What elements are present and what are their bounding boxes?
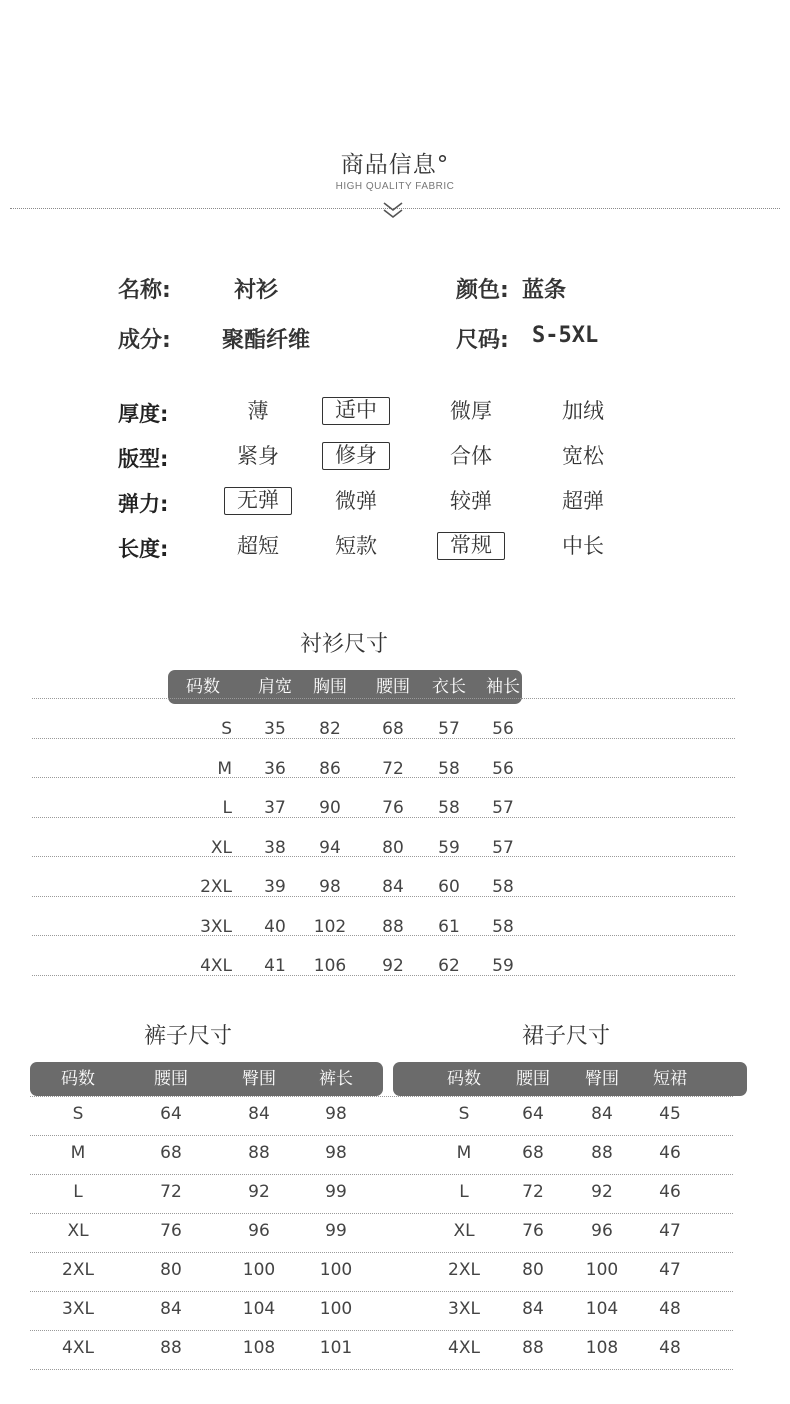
table-cell: 58	[492, 916, 514, 937]
table-cell-size: M	[217, 758, 232, 779]
table-cell: 98	[319, 877, 341, 897]
row-divider	[30, 1135, 733, 1136]
table-cell: 47	[659, 1221, 681, 1241]
table-cell: 58	[438, 798, 460, 818]
table-cell: 82	[319, 719, 341, 739]
table-cell-size: 4XL	[62, 1338, 94, 1358]
table-header-cell: 腰围	[516, 1069, 550, 1089]
table-cell-size: 4XL	[448, 1338, 480, 1358]
attribute-option: 超弹	[562, 489, 604, 513]
attribute-option: 加绒	[562, 399, 604, 423]
table-cell: 88	[522, 1338, 544, 1358]
table-cell: 96	[591, 1221, 613, 1241]
table-cell: 59	[438, 837, 460, 858]
row-divider	[32, 935, 735, 936]
row-divider	[30, 1174, 733, 1175]
table-cell: 88	[160, 1338, 182, 1358]
table-cell: 56	[492, 758, 514, 779]
attribute-label: 长度:	[118, 537, 169, 561]
color-value: 蓝条	[522, 278, 567, 303]
table-cell: 88	[382, 916, 404, 937]
color-label: 颜色:	[456, 278, 509, 303]
attribute-option-selected: 修身	[322, 442, 390, 470]
table-cell: 88	[248, 1143, 270, 1163]
table-header-cell: 袖长	[486, 677, 520, 697]
table-cell: 92	[248, 1182, 270, 1202]
table-cell: 76	[522, 1221, 544, 1241]
table-cell: 40	[264, 916, 286, 937]
attribute-option-selected: 无弹	[224, 487, 292, 515]
table-header-cell: 码数	[61, 1069, 95, 1089]
row-divider	[30, 1096, 733, 1097]
table-cell-size: M	[456, 1143, 472, 1163]
table-cell: 36	[264, 758, 286, 779]
table-cell-size: S	[458, 1104, 470, 1124]
table-cell: 84	[382, 877, 404, 897]
attribute-option: 紧身	[237, 444, 279, 468]
table-header-cell: 臀围	[585, 1069, 619, 1089]
row-divider	[30, 1369, 733, 1370]
table-cell: 102	[313, 916, 347, 937]
table-cell: 104	[242, 1299, 276, 1319]
attribute-option: 宽松	[562, 444, 604, 468]
table-cell: 100	[242, 1260, 276, 1280]
attribute-option: 微弹	[335, 489, 377, 513]
page-title: 商品信息°	[340, 152, 450, 178]
row-divider	[32, 817, 735, 818]
table-title: 裙子尺寸	[521, 1024, 610, 1049]
table-cell-size: 3XL	[200, 916, 232, 937]
table-cell-size: L	[73, 1182, 83, 1202]
table-cell: 100	[319, 1260, 353, 1280]
table-cell: 58	[492, 877, 514, 897]
name-value: 衬衫	[234, 278, 279, 303]
size-value: S-5XL	[532, 323, 599, 348]
material-value: 聚酯纤维	[222, 328, 311, 353]
attribute-option: 微厚	[450, 399, 492, 423]
table-cell-size: L	[222, 798, 232, 818]
table-cell: 100	[319, 1299, 353, 1319]
table-cell: 98	[325, 1143, 347, 1163]
attribute-option: 合体	[450, 444, 492, 468]
table-cell: 72	[522, 1182, 544, 1202]
table-cell: 64	[160, 1104, 182, 1124]
table-cell-size: M	[70, 1143, 86, 1163]
table-cell: 88	[591, 1143, 613, 1163]
table-cell-size: 2XL	[62, 1260, 94, 1280]
table-cell: 101	[319, 1338, 353, 1358]
table-cell: 59	[492, 956, 514, 976]
table-cell: 84	[522, 1299, 544, 1319]
table-cell: 96	[248, 1221, 270, 1241]
table-cell: 41	[264, 956, 286, 976]
table-cell-size: 2XL	[448, 1260, 480, 1280]
table-cell: 84	[160, 1299, 182, 1319]
row-divider	[32, 896, 735, 897]
table-header-cell: 臀围	[242, 1069, 276, 1089]
row-divider	[32, 856, 735, 857]
table-cell: 84	[248, 1104, 270, 1124]
table-header-cell: 裤长	[319, 1069, 353, 1089]
attribute-option: 超短	[237, 534, 279, 558]
attribute-option: 薄	[247, 399, 269, 423]
table-cell: 38	[264, 837, 286, 858]
table-cell: 80	[522, 1260, 544, 1280]
row-divider	[30, 1330, 733, 1331]
table-cell: 39	[264, 877, 286, 897]
table-cell: 46	[659, 1182, 681, 1202]
table-cell: 108	[242, 1338, 276, 1358]
table-header-cell: 衣长	[432, 677, 466, 697]
row-divider	[30, 1252, 733, 1253]
table-cell-size: XL	[453, 1221, 475, 1241]
table-cell-size: 4XL	[200, 956, 232, 976]
row-divider	[30, 1213, 733, 1214]
table-cell: 80	[160, 1260, 182, 1280]
table-title: 衬衫尺寸	[299, 632, 388, 657]
row-divider	[30, 1291, 733, 1292]
attribute-label: 版型:	[118, 447, 169, 471]
table-header-cell: 胸围	[313, 677, 347, 697]
table-cell-size: L	[459, 1182, 469, 1202]
table-cell: 64	[522, 1104, 544, 1124]
row-divider	[32, 698, 735, 699]
table-cell-size: S	[221, 719, 232, 739]
table-cell: 68	[522, 1143, 544, 1163]
table-cell: 68	[382, 719, 404, 739]
table-cell: 98	[325, 1104, 347, 1124]
size-label: 尺码:	[456, 328, 509, 353]
table-cell: 35	[264, 719, 286, 739]
attribute-option: 短款	[335, 534, 377, 558]
table-cell: 61	[438, 916, 460, 937]
table-cell: 76	[160, 1221, 182, 1241]
table-header-cell: 码数	[447, 1069, 481, 1089]
table-cell: 62	[438, 956, 460, 976]
table-cell: 57	[438, 719, 460, 739]
table-cell: 48	[659, 1338, 681, 1358]
table-cell: 108	[585, 1338, 619, 1358]
attribute-option: 较弹	[450, 489, 492, 513]
name-label: 名称:	[118, 278, 171, 303]
chevron-down-icon	[380, 200, 406, 222]
attribute-option-selected: 适中	[322, 397, 390, 425]
table-cell: 60	[438, 877, 460, 897]
table-cell: 68	[160, 1143, 182, 1163]
table-cell: 92	[591, 1182, 613, 1202]
row-divider	[32, 777, 735, 778]
table-cell: 72	[382, 758, 404, 779]
table-cell-size: 3XL	[448, 1299, 480, 1319]
table-header-cell: 腰围	[154, 1069, 188, 1089]
table-header-cell: 肩宽	[258, 677, 292, 697]
attribute-option: 中长	[562, 534, 604, 558]
table-cell: 84	[591, 1104, 613, 1124]
table-cell: 86	[319, 758, 341, 779]
table-header-cell: 码数	[186, 677, 220, 697]
table-cell: 57	[492, 798, 514, 818]
table-cell: 104	[585, 1299, 619, 1319]
table-cell: 99	[325, 1221, 347, 1241]
attribute-label: 弹力:	[118, 492, 169, 516]
table-cell-size: S	[72, 1104, 84, 1124]
table-cell: 106	[313, 956, 347, 976]
table-cell: 48	[659, 1299, 681, 1319]
table-cell: 76	[382, 798, 404, 818]
table-cell: 46	[659, 1143, 681, 1163]
page-subtitle: HIGH QUALITY FABRIC	[335, 181, 455, 192]
table-cell: 94	[319, 837, 341, 858]
attribute-label: 厚度:	[118, 402, 169, 426]
table-cell: 72	[160, 1182, 182, 1202]
attribute-option-selected: 常规	[437, 532, 505, 560]
material-label: 成分:	[118, 328, 171, 353]
table-cell-size: XL	[67, 1221, 89, 1241]
table-cell: 99	[325, 1182, 347, 1202]
table-cell: 80	[382, 837, 404, 858]
table-header-cell: 腰围	[376, 677, 410, 697]
table-title: 裤子尺寸	[143, 1024, 232, 1049]
row-divider	[32, 975, 735, 976]
table-cell: 57	[492, 837, 514, 858]
table-cell-size: 3XL	[62, 1299, 94, 1319]
row-divider	[32, 738, 735, 739]
table-header-cell: 短裙	[653, 1069, 687, 1089]
table-cell: 47	[659, 1260, 681, 1280]
table-cell-size: XL	[210, 837, 232, 858]
table-cell: 56	[492, 719, 514, 739]
table-cell: 92	[382, 956, 404, 976]
table-cell: 100	[585, 1260, 619, 1280]
table-cell: 37	[264, 798, 286, 818]
table-cell: 45	[659, 1104, 681, 1124]
table-cell: 58	[438, 758, 460, 779]
table-cell-size: 2XL	[200, 877, 232, 897]
table-cell: 90	[319, 798, 341, 818]
